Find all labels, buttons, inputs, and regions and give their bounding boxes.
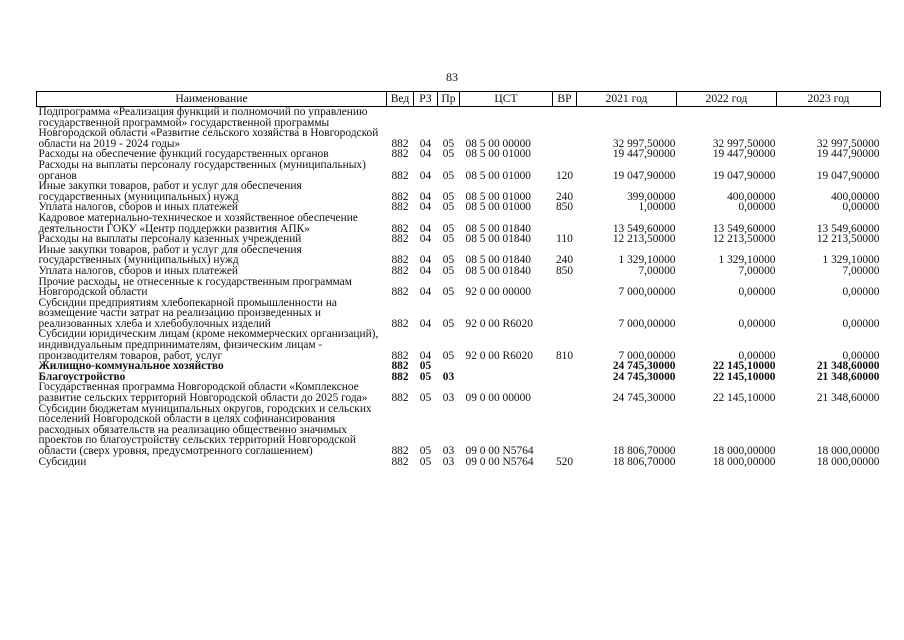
row-2023: 32 997,50000 bbox=[816, 137, 880, 150]
row-2022: 22 145,10000 bbox=[712, 360, 776, 373]
row-2022: 19 047,90000 bbox=[712, 169, 776, 182]
table-row bbox=[37, 266, 881, 277]
row-2023: 19 047,90000 bbox=[816, 169, 880, 182]
row-2022: 0,00000 bbox=[738, 201, 776, 214]
table-body bbox=[37, 107, 881, 468]
row-ved: 882 bbox=[391, 148, 409, 161]
row-rz: 05 bbox=[419, 370, 432, 383]
table-row bbox=[37, 298, 881, 330]
row-rz: 04 bbox=[419, 254, 432, 267]
row-rz: 04 bbox=[419, 349, 432, 362]
row-pr: 05 bbox=[442, 254, 455, 267]
row-2022: 0,00000 bbox=[738, 317, 776, 330]
row-2021: 12 213,50000 bbox=[612, 233, 676, 246]
row-ved: 882 bbox=[391, 169, 409, 182]
page-number: 83 bbox=[446, 70, 458, 84]
row-vr: 850 bbox=[555, 201, 574, 214]
row-name: Субсидии бюджетам муниципальных округов, городских и сельских поселений Новгородской области в целях софинансирования расходных обязательств на реализацию общественно значимых проектов по благоустройству сельских территорий Новгородской области (сверх уровня, предусмотренного соглашением) bbox=[38, 402, 372, 457]
row-ved: 882 bbox=[391, 370, 409, 383]
row-rz: 04 bbox=[419, 264, 432, 277]
row-vr bbox=[553, 213, 577, 234]
row-cst: 09 0 00 N5764 bbox=[465, 445, 534, 457]
row-cst: 08 5 00 01840 bbox=[465, 233, 531, 246]
row-cst bbox=[460, 372, 553, 383]
table-row bbox=[37, 160, 881, 181]
row-2021: 18 806,70000 bbox=[612, 455, 676, 468]
row-cst: 92 0 00 00000 bbox=[465, 286, 531, 299]
row-rz: 05 bbox=[419, 455, 432, 468]
table-header bbox=[37, 92, 881, 107]
row-pr: 05 bbox=[442, 169, 455, 182]
row-name: Субсидии юридическим лицам (кроме некоммерческих организаций), индивидуальным предпринимателям, физическим лицам - производителям товаров, работ, услуг bbox=[38, 328, 379, 362]
header-cst: ЦСТ bbox=[460, 92, 553, 107]
row-2023: 0,00000 bbox=[842, 349, 880, 362]
row-name: Расходы на выплаты персоналу казенных учреждений bbox=[38, 233, 302, 246]
table-row bbox=[37, 245, 881, 266]
row-2021: 24 745,30000 bbox=[612, 392, 676, 405]
row-2022: 0,00000 bbox=[738, 349, 776, 362]
row-ved: 882 bbox=[391, 317, 409, 330]
row-pr: 03 bbox=[442, 445, 455, 457]
row-vr: 110 bbox=[556, 233, 573, 246]
header-2023: 2023 год bbox=[777, 92, 881, 107]
row-rz: 04 bbox=[419, 201, 432, 214]
row-2021: 7 000,00000 bbox=[618, 317, 676, 330]
header-2021: 2021 год bbox=[577, 92, 677, 107]
row-name: Субсидии bbox=[38, 455, 87, 468]
header-ved: Вед bbox=[387, 92, 414, 107]
row-cst: 92 0 00 R6020 bbox=[465, 349, 533, 362]
row-2021: 7,00000 bbox=[638, 264, 676, 277]
row-cst: 08 5 00 00000 bbox=[465, 137, 531, 150]
table-row bbox=[37, 404, 881, 457]
row-2022: 1 329,10000 bbox=[718, 254, 776, 267]
row-ved: 882 bbox=[391, 264, 409, 277]
row-cst: 08 5 00 01840 bbox=[465, 254, 531, 267]
row-vr bbox=[553, 107, 577, 150]
header-2022: 2022 год bbox=[677, 92, 777, 107]
row-2022: 19 447,90000 bbox=[712, 148, 776, 161]
row-2023: 0,00000 bbox=[842, 286, 880, 299]
row-cst: 09 0 00 N5764 bbox=[465, 455, 534, 468]
header-name: Наименование bbox=[37, 92, 387, 107]
row-2023: 21 348,60000 bbox=[816, 392, 880, 405]
row-rz: 04 bbox=[419, 137, 432, 150]
row-2022: 32 997,50000 bbox=[712, 137, 776, 150]
row-name: Расходы на выплаты персоналу государственных (муниципальных) органов bbox=[38, 158, 366, 182]
row-2022: 0,00000 bbox=[738, 286, 776, 299]
row-cst: 08 5 00 01000 bbox=[465, 201, 531, 214]
table-row bbox=[37, 213, 881, 234]
header-row bbox=[37, 92, 881, 107]
row-cst: 09 0 00 00000 bbox=[465, 392, 531, 405]
row-name: Кадровое материально-техническое и хозяйственное обеспечение деятельности ГОКУ «Центр поддержки развития АПК» bbox=[38, 211, 358, 235]
row-cst bbox=[460, 361, 553, 372]
row-ved: 882 bbox=[391, 222, 409, 235]
table-row bbox=[37, 329, 881, 361]
row-2022: 18 000,00000 bbox=[712, 445, 776, 457]
row-2021: 19 447,90000 bbox=[612, 148, 676, 161]
row-2023: 7,00000 bbox=[842, 264, 880, 277]
table-row bbox=[37, 457, 881, 468]
row-vr bbox=[553, 149, 577, 160]
row-2023: 400,00000 bbox=[831, 190, 880, 203]
row-name: Жилищно-коммунальное хозяйство bbox=[38, 360, 224, 373]
row-name: Уплата налогов, сборов и иных платежей bbox=[38, 201, 238, 214]
row-rz: 04 bbox=[419, 317, 432, 330]
row-cst: 08 5 00 01840 bbox=[465, 264, 531, 277]
table-row bbox=[37, 181, 881, 202]
row-2022: 7,00000 bbox=[738, 264, 776, 277]
budget-table bbox=[36, 91, 881, 467]
row-pr: 03 bbox=[442, 370, 455, 383]
header-vr: ВР bbox=[553, 92, 577, 107]
row-name: Благоустройство bbox=[38, 370, 126, 383]
row-pr: 05 bbox=[442, 233, 455, 246]
row-ved: 882 bbox=[391, 201, 409, 214]
row-rz: 04 bbox=[419, 233, 432, 246]
row-2021: 18 806,70000 bbox=[612, 445, 676, 457]
row-ved: 882 bbox=[391, 392, 409, 405]
row-ved: 882 bbox=[391, 233, 409, 246]
row-ved: 882 bbox=[391, 349, 409, 362]
row-vr bbox=[553, 277, 577, 298]
row-pr: 05 bbox=[442, 286, 455, 299]
row-2023: 21 348,60000 bbox=[816, 370, 880, 383]
row-name: Уплата налогов, сборов и иных платежей bbox=[38, 264, 238, 277]
row-vr bbox=[553, 298, 577, 330]
row-name: Прочие расходы, не отнесенные к государственным программам Новгородской области bbox=[38, 275, 352, 299]
row-2023: 0,00000 bbox=[842, 317, 880, 330]
row-2022: 12 213,50000 bbox=[712, 233, 776, 246]
row-ved: 882 bbox=[391, 445, 409, 457]
row-2023: 21 348,60000 bbox=[816, 360, 880, 373]
row-ved: 882 bbox=[391, 137, 409, 150]
row-pr: 05 bbox=[442, 222, 455, 235]
row-cst: 08 5 00 01840 bbox=[465, 222, 531, 235]
row-rz: 04 bbox=[419, 286, 432, 299]
row-pr: 05 bbox=[442, 349, 455, 362]
row-2021: 7 000,00000 bbox=[618, 349, 676, 362]
row-ved: 882 bbox=[391, 360, 409, 373]
row-ved: 882 bbox=[391, 455, 409, 468]
row-2021: 399,00000 bbox=[627, 190, 676, 203]
row-pr: 05 bbox=[442, 201, 455, 214]
header-pr: Пр bbox=[438, 92, 460, 107]
table-row bbox=[37, 107, 881, 150]
row-rz: 04 bbox=[419, 222, 432, 235]
row-name: Субсидии предприятиям хлебопекарной промышленности на возмещение части затрат на реализацию произведенных и реализованных хлеба и хлебобулочных изделий bbox=[38, 296, 337, 330]
row-2022: 22 145,10000 bbox=[712, 392, 776, 405]
row-name: Расходы на обеспечение функций государственных органов bbox=[38, 148, 329, 161]
header-rz: РЗ bbox=[414, 92, 438, 107]
row-vr bbox=[553, 372, 577, 383]
row-vr bbox=[553, 382, 577, 403]
row-pr: 05 bbox=[442, 190, 455, 203]
row-2023: 12 213,50000 bbox=[816, 233, 880, 246]
row-2021: 24 745,30000 bbox=[612, 370, 676, 383]
row-vr: 240 bbox=[555, 190, 574, 203]
row-2021: 13 549,60000 bbox=[612, 222, 676, 235]
row-2023: 1 329,10000 bbox=[822, 254, 880, 267]
row-pr: 05 bbox=[442, 148, 455, 161]
row-2022: 22 145,10000 bbox=[712, 370, 776, 383]
row-pr: 03 bbox=[442, 455, 455, 468]
row-2023: 18 000,00000 bbox=[816, 455, 880, 468]
row-rz: 04 bbox=[419, 169, 432, 182]
row-2021: 7 000,00000 bbox=[618, 286, 676, 299]
row-pr: 05 bbox=[442, 264, 455, 277]
row-cst: 08 5 00 01000 bbox=[465, 190, 531, 203]
row-cst: 92 0 00 R6020 bbox=[465, 317, 533, 330]
row-ved: 882 bbox=[391, 286, 409, 299]
row-rz: 04 bbox=[419, 190, 432, 203]
row-pr: 03 bbox=[442, 392, 455, 405]
row-vr: 850 bbox=[555, 264, 574, 277]
row-2021: 1,00000 bbox=[638, 201, 676, 214]
row-rz: 05 bbox=[419, 360, 432, 373]
row-2022: 13 549,60000 bbox=[712, 222, 776, 235]
row-2023: 19 447,90000 bbox=[816, 148, 880, 161]
row-2021: 24 745,30000 bbox=[612, 360, 676, 373]
row-rz: 05 bbox=[419, 445, 432, 457]
row-vr: 120 bbox=[555, 169, 574, 182]
row-ved: 882 bbox=[391, 190, 409, 203]
row-2023: 0,00000 bbox=[842, 201, 880, 214]
row-vr: 810 bbox=[555, 349, 574, 362]
row-ved: 882 bbox=[391, 254, 409, 267]
row-rz: 04 bbox=[419, 148, 432, 161]
row-vr: 240 bbox=[555, 254, 574, 267]
row-2021: 19 047,90000 bbox=[612, 169, 676, 182]
row-2021: 32 997,50000 bbox=[612, 137, 676, 150]
row-pr: 05 bbox=[442, 137, 455, 150]
row-rz: 05 bbox=[419, 392, 432, 405]
row-vr bbox=[553, 361, 577, 372]
row-name: Иные закупки товаров, работ и услуг для обеспечения государственных (муниципальных) нужд bbox=[38, 180, 302, 203]
row-name: Иные закупки товаров, работ и услуг для обеспечения государственных (муниципальных) нужд bbox=[38, 243, 302, 267]
row-2023: 18 000,00000 bbox=[816, 445, 880, 457]
row-name: Подпрограмма «Реализация функций и полномочий по управлению государственной программой» государственной программы Новгородской области «Развитие сельского хозяйства в Новгородской области на 2019 - 2024 годы» bbox=[38, 106, 379, 150]
row-2022: 18 000,00000 bbox=[712, 455, 776, 468]
table-row bbox=[37, 277, 881, 298]
table-row bbox=[37, 382, 881, 403]
row-vr: 520 bbox=[555, 455, 574, 468]
row-cst: 08 5 00 01000 bbox=[465, 148, 531, 161]
row-2021: 1 329,10000 bbox=[618, 254, 676, 267]
row-cst: 08 5 00 01000 bbox=[465, 169, 531, 182]
row-2022: 400,00000 bbox=[727, 190, 776, 203]
row-2023: 13 549,60000 bbox=[816, 222, 880, 235]
row-pr: 05 bbox=[442, 317, 455, 330]
row-vr bbox=[553, 404, 577, 457]
row-name: Государственная программа Новгородской области «Комплексное развитие сельских территорий Новгородской области до 2025 года» bbox=[38, 381, 368, 405]
